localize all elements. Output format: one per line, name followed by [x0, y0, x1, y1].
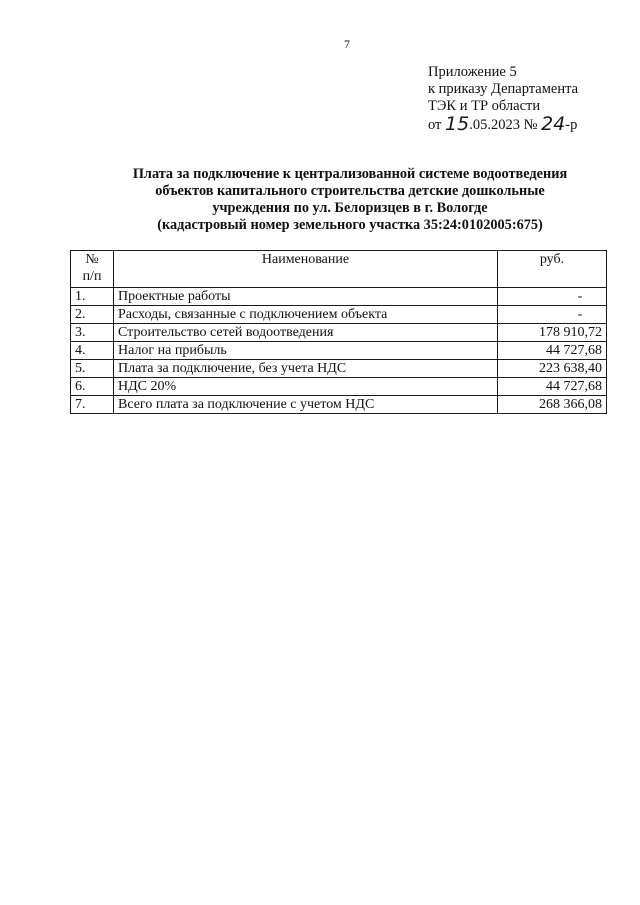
header-number-abbr: п/п: [82, 269, 102, 284]
document-title: [70, 166, 630, 234]
title-line: учреждения по ул. Белоризцев в г. Вологде: [212, 200, 488, 216]
row-amount: 223 638,40: [498, 360, 607, 378]
table-row: [71, 360, 607, 378]
appendix-header: [428, 64, 578, 134]
appendix-line: Приложение 5: [428, 64, 517, 80]
title-line: (кадастровый номер земельного участка 35:24:0102005:675): [157, 217, 543, 233]
row-number: 7.: [71, 396, 114, 414]
row-amount: 178 910,72: [498, 324, 607, 342]
table-row: [71, 342, 607, 360]
row-number: 6.: [71, 378, 114, 396]
row-number: 1.: [71, 288, 114, 306]
row-name: Строительство сетей водоотведения: [114, 324, 498, 342]
row-name: НДС 20%: [114, 378, 498, 396]
row-name: Проектные работы: [114, 288, 498, 306]
fee-table: [70, 250, 607, 414]
page-number: 7: [344, 37, 350, 51]
row-name: Расходы, связанные с подключением объекта: [114, 306, 498, 324]
table-row: [71, 396, 607, 414]
row-amount: -: [498, 306, 607, 324]
date-rest: .05.2023 №: [469, 117, 538, 133]
header-name: Наименование: [114, 251, 498, 288]
date-prefix: от: [428, 117, 442, 133]
header-number-sign: №: [85, 252, 99, 267]
header-number: [71, 251, 114, 288]
table-row: [71, 324, 607, 342]
row-number: 2.: [71, 306, 114, 324]
row-amount: -: [498, 288, 607, 306]
row-amount: 268 366,08: [498, 396, 607, 414]
table-row: [71, 306, 607, 324]
appendix-line: к приказу Департамента: [428, 81, 579, 97]
order-suffix: -р: [565, 117, 578, 133]
row-amount: 44 727,68: [498, 342, 607, 360]
table-row: [71, 288, 607, 306]
handwritten-day: 15: [445, 113, 470, 135]
row-name: Налог на прибыль: [114, 342, 498, 360]
row-number: 3.: [71, 324, 114, 342]
table-header-row: [71, 251, 607, 288]
row-name: Всего плата за подключение с учетом НДС: [114, 396, 498, 414]
row-number: 4.: [71, 342, 114, 360]
header-amount: руб.: [498, 251, 607, 288]
appendix-line: ТЭК и ТР области: [428, 98, 541, 114]
handwritten-order-number: 24: [541, 113, 566, 135]
table-row: [71, 378, 607, 396]
row-amount: 44 727,68: [498, 378, 607, 396]
row-number: 5.: [71, 360, 114, 378]
title-line: Плата за подключение к централизованной системе водоотведения: [132, 166, 568, 182]
title-line: объектов капитального строительства детские дошкольные: [155, 183, 545, 199]
row-name: Плата за подключение, без учета НДС: [114, 360, 498, 378]
appendix-date-line: [428, 115, 578, 134]
